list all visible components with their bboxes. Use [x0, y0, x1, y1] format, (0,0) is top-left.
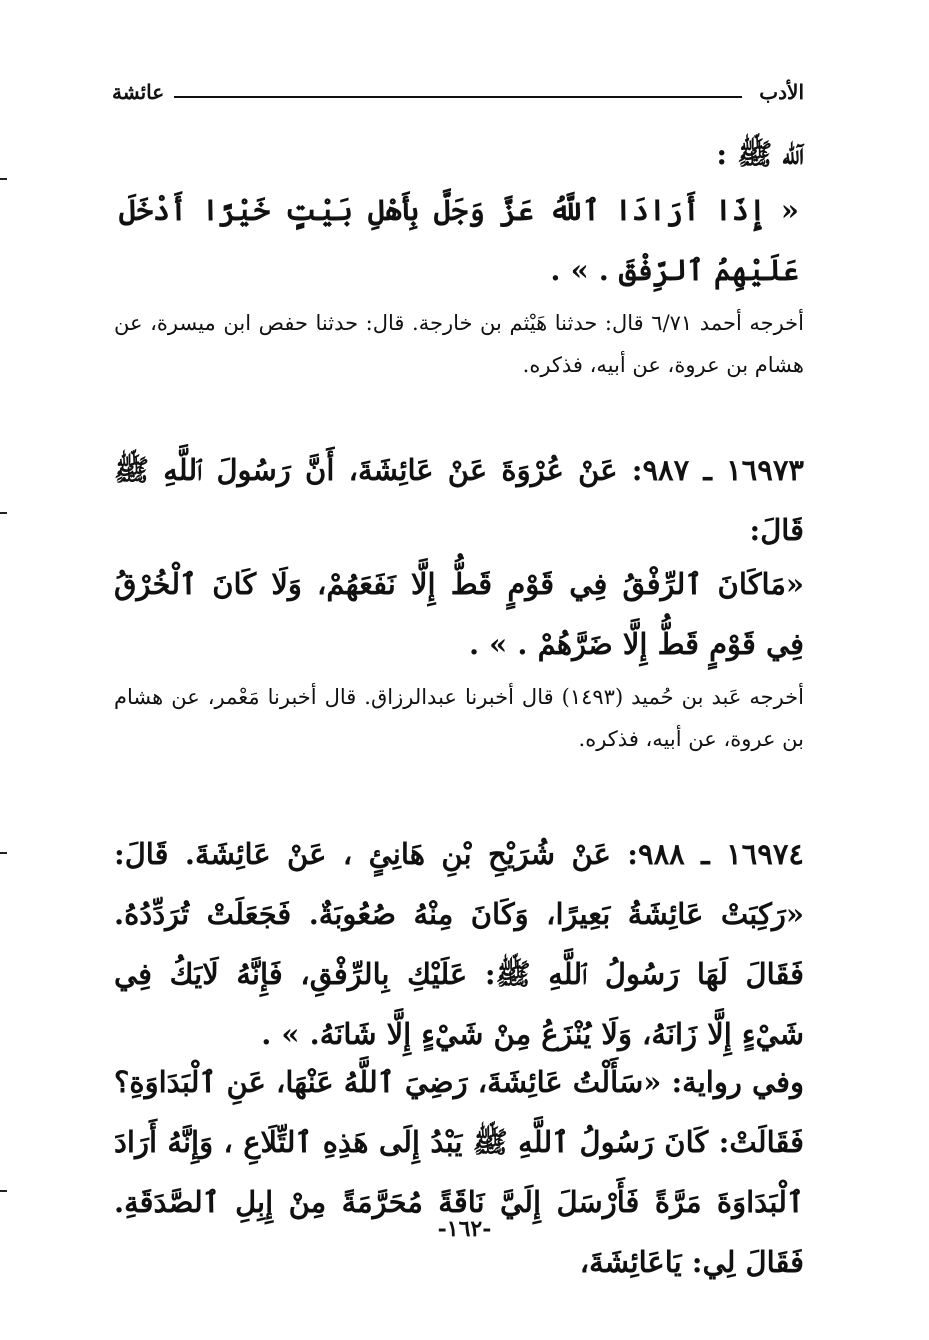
margin-mark	[0, 512, 7, 514]
hadith-intro-2: ١٦٩٧٣ ـ ٩٨٧: عَنْ عُرْوَةَ عَنْ عَائِشَةَ، أَنَّ رَسُولَ ٱللَّهِ ﷺ قَالَ:	[114, 453, 804, 547]
running-header	[112, 80, 804, 110]
hadith-text-1: « إِذَا أَرَادَا ٱللَّهُ عَزَّ وَجَلَّ بِأَهْلِ بَيْتٍ خَيْرًا أَدْخَلَ عَلَيْهِمُ ٱلرِّفْقَ . » .	[119, 193, 799, 287]
chapter-title: الأدب	[759, 80, 804, 104]
margin-mark	[0, 852, 7, 854]
section-title: عائشة	[112, 80, 165, 104]
hadith-text-2: «مَاكَانَ ٱلرِّفْقُ فِي قَوْمٍ قَطُّ إِلَّا نَفَعَهُمْ، وَلَا كَانَ ٱلْخُرْقُ فِي قَوْمٍ قَطُّ إِلَّا ضَرَّهُمْ . » .	[114, 567, 804, 661]
margin-mark	[0, 178, 7, 180]
header-rule	[174, 96, 742, 98]
hadith-text-3: ١٦٩٧٤ ـ ٩٨٨: عَنْ شُرَيْحِ بْنِ هَانِئٍ ، عَنْ عَائِشَةَ. قَالَ: «رَكِبَتْ عَائِشَةُ بَعِيرًا، وَكَانَ مِنْهُ صُعُوبَةٌ. فَجَعَلَتْ تُرَدِّدُهُ. فَقَالَ لَهَا رَسُولُ ٱللَّهِ ﷺ: عَلَيْكِ بِالرِّفْقِ، فَإِنَّهُ لَايَكُ فِي شَيْءٍ إِلَّا زَانَهُ، وَلَا يُنْزَعُ مِنْ شَيْءٍ إِلَّا شَانَهُ. » .	[114, 837, 804, 1051]
takhrij-1: أخرجه أحمد ٦/٧١ قال: حدثنا هَيْثم بن خارجة. قال: حدثنا حفص ابن ميسرة، عن هشام بن عروة، عن أبيه، فذكره.	[114, 311, 805, 377]
continuation-line: آلله ﷺ :	[716, 137, 804, 171]
margin-mark	[0, 1190, 7, 1192]
riwaya-text: وفي رواية: «سَأَلْتُ عَائِشَةَ، رَضِيَ ٱللَّهُ عَنْهَا، عَنِ ٱلْبَدَاوَةِ؟ فَقَالَتْ: كَانَ رَسُولُ ٱللَّهِ ﷺ يَبْدُ إِلَى هَذِهِ ٱلتِّلَاعِ ، وَإِنَّهُ أَرَادَ ٱلْبَدَاوَةَ مَرَّةً فَأَرْسَلَ إِلَيَّ نَاقَةً مُحَرَّمَةً مِنْ إِبِلِ ٱلصَّدَقَةِ. فَقَالَ لِي: يَاعَائِشَةَ،	[114, 1065, 804, 1279]
takhrij-2: أخرجه عَبد بن حُميد (١٤٩٣) قال أخبرنا عبدالرزاق. قال أخبرنا مَعْمر، عن هشام بن عروة، عن أبيه، فذكره.	[114, 685, 804, 751]
page-number: -١٦٢-	[437, 1216, 492, 1242]
